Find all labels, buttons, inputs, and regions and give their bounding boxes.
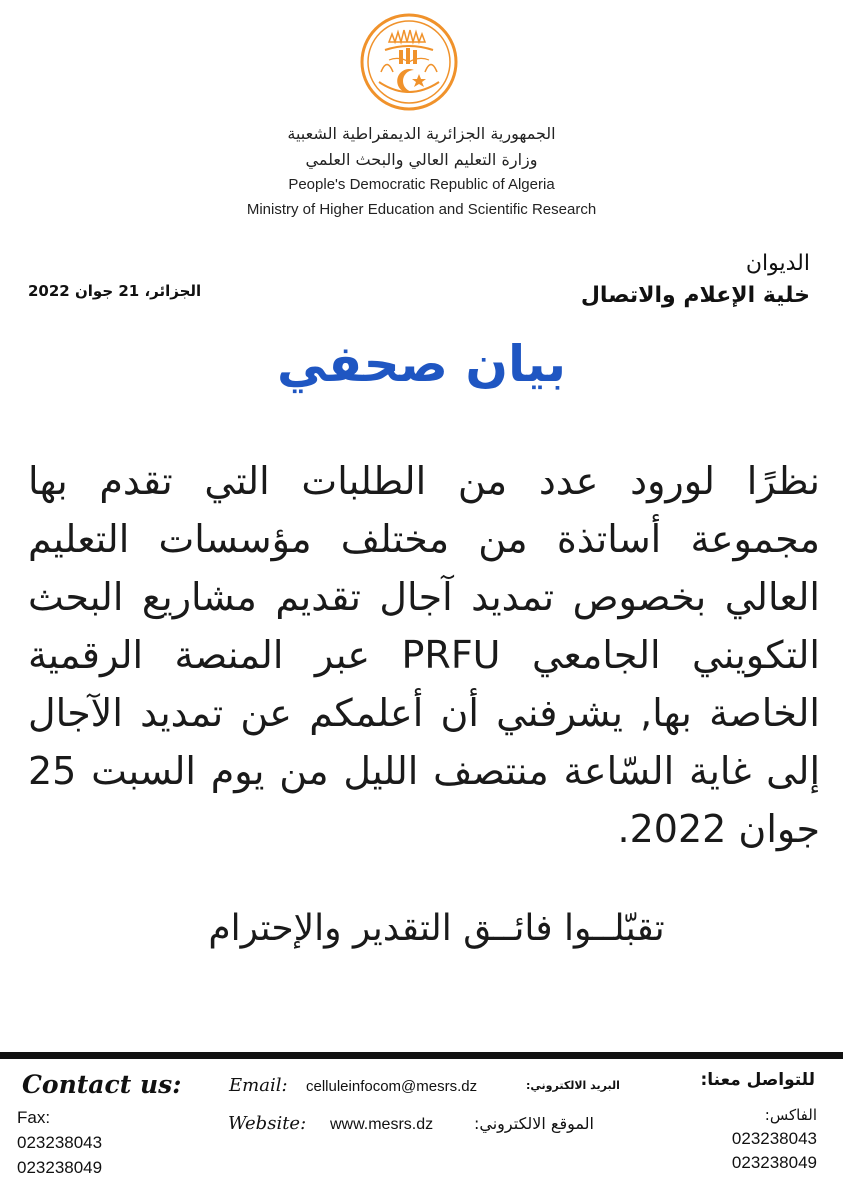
office-cabinet: الديوان bbox=[745, 251, 810, 276]
fax-label: Fax: bbox=[17, 1108, 51, 1127]
document-date: الجزائر، 21 جوان 2022 bbox=[28, 282, 202, 300]
fax-number: 023238049 bbox=[731, 1153, 817, 1172]
algeria-emblem-icon bbox=[359, 12, 459, 112]
fax-block-arabic bbox=[732, 1103, 817, 1175]
contact-title: Contact us: bbox=[22, 1070, 182, 1099]
email-label-arabic: البريد الالكتروني: bbox=[526, 1079, 620, 1092]
email-link[interactable]: celluleinfocom@mesrs.dz bbox=[306, 1078, 478, 1095]
fax-block-english bbox=[17, 1105, 102, 1180]
header-arabic-republic: الجمهورية الجزائرية الديمقراطية الشعبية bbox=[287, 124, 556, 143]
press-release-body: نظرًا لورود عدد من الطلبات التي تقدم بها مجموعة أساتذة من مختلف مؤسسات التعليم العالي بخصوص تمديد آجال تقديم مشاريع البحث التكويني الجامعي PRFU عبر المنصة الرقمية الخاصة بها, يشرفني أن أعلمكم عن تمديد الآجال إلى غاية السّاعة منتصف الليل من يوم السبت 25 جوان 2022. bbox=[28, 459, 820, 851]
contact-title-arabic: للتواصل معنا: bbox=[700, 1070, 815, 1090]
header-english-ministry: Ministry of Higher Education and Scientific Research bbox=[246, 201, 597, 218]
fax-number: 023238043 bbox=[731, 1129, 817, 1148]
email-label: Email: bbox=[229, 1075, 288, 1096]
footer-divider bbox=[0, 1052, 843, 1059]
website-link[interactable]: www.mesrs.dz bbox=[330, 1116, 434, 1133]
office-media-cell: خلية الإعلام والاتصال bbox=[580, 283, 810, 308]
website-label: Website: bbox=[228, 1113, 307, 1134]
header-english-republic: People's Democratic Republic of Algeria bbox=[288, 176, 555, 193]
fax-number: 023238043 bbox=[17, 1133, 103, 1152]
office-block bbox=[581, 248, 810, 312]
fax-number: 023238049 bbox=[17, 1158, 103, 1177]
website-label-arabic: الموقع الالكتروني: bbox=[474, 1114, 594, 1133]
closing-salutation: تقبّلــوا فائــق التقدير والإحترام bbox=[208, 908, 665, 949]
page-title: بيان صحفي bbox=[277, 335, 566, 393]
fax-label-arabic: الفاكس: bbox=[764, 1106, 817, 1124]
header-arabic-ministry: وزارة التعليم العالي والبحث العلمي bbox=[305, 150, 538, 169]
